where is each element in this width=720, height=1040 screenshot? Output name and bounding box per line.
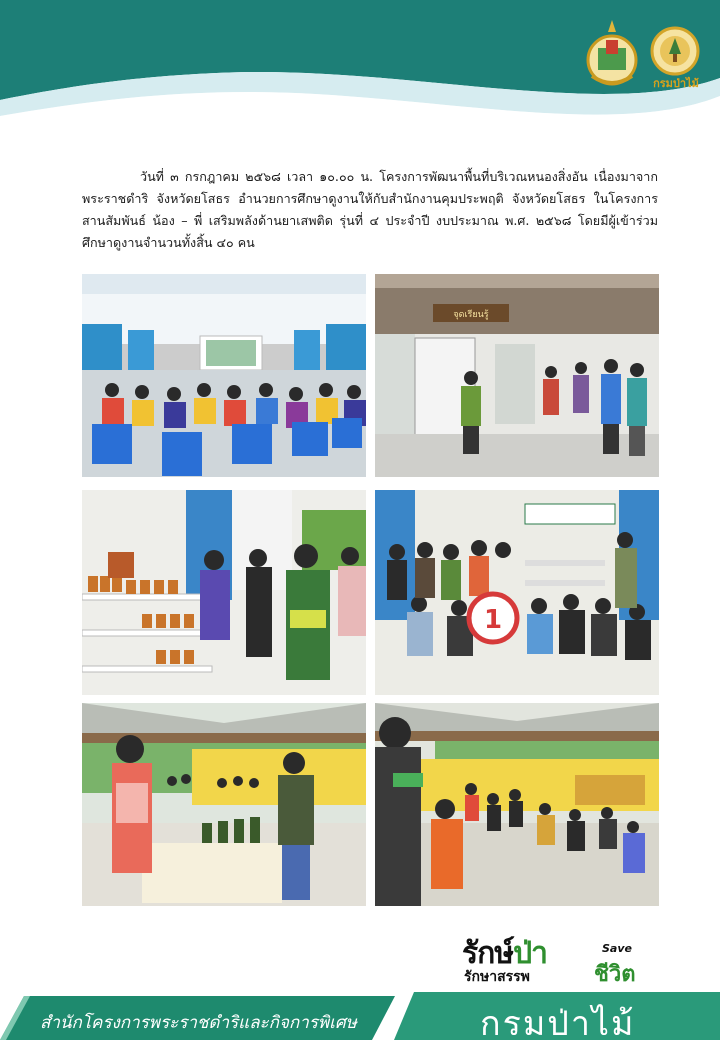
photo-outdoor-demonstration bbox=[82, 703, 366, 906]
photo-auditorium-audience bbox=[82, 274, 366, 477]
photo-pavilion-group bbox=[375, 703, 659, 906]
photo-learning-center-entrance bbox=[375, 274, 659, 477]
learning-center-sign: จุดเรียนรู้ bbox=[453, 310, 489, 320]
slogan-main-part2: ป่า bbox=[513, 936, 547, 971]
photo-group-with-sign bbox=[375, 490, 659, 695]
office-name-footer: สำนักโครงการพระราชดำริและกิจการพิเศษ bbox=[40, 1013, 357, 1033]
body-paragraph: วันที่ ๓ กรกฎาคม ๒๕๖๘ เวลา ๑๐.๐๐ น. โครงการพัฒนาพื้นที่บริเวณหนองสิ่งอัน เนื่องมาจากพระราชดำริ จังหวัดยโสธร อำนวยการศึกษาดูงานให้กับสำนักงานคุมประพฤติ จังหวัดยโสธร ในโครงการสานสัมพันธ์ น้อง – พี่ เสริมพลังด้านยาเสพติด รุ่นที่ ๔ ประจำปี งบประมาณ พ.ศ. ๒๕๖๘ โดยมีผู้เข้าร่วมศึกษาดูงานจำนวนทั้งสิ้น ๔๐ คน bbox=[82, 169, 658, 250]
slogan-chiwit-text: ชีวิต bbox=[594, 962, 636, 987]
royal-forest-department-logo bbox=[650, 26, 700, 76]
province-seal-logo bbox=[584, 18, 640, 88]
photo-product-shelves bbox=[82, 490, 366, 695]
slogan-save-text: Save bbox=[602, 942, 632, 955]
department-caption: กรมป่าไม้ bbox=[653, 77, 699, 90]
number-badge: 1 bbox=[483, 605, 503, 635]
slogan-sub-text: รักษาสรรพ bbox=[464, 969, 530, 985]
slogan-main-part1: รักษ์ bbox=[462, 936, 514, 971]
save-forest-slogan-logo bbox=[462, 930, 658, 986]
department-name-footer: กรมป่าไม้ bbox=[480, 1004, 636, 1040]
